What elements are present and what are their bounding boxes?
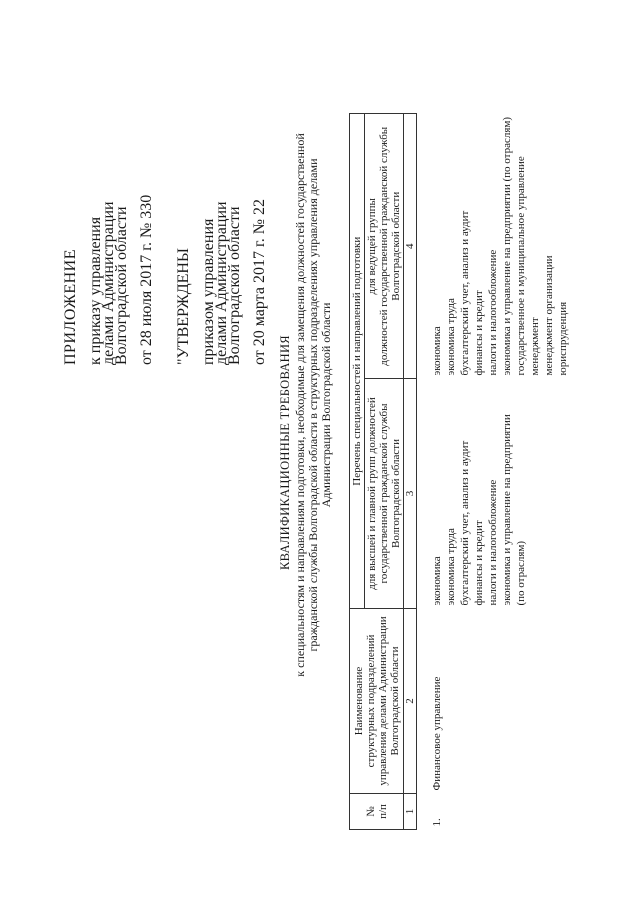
column-number-row bbox=[404, 114, 417, 830]
header-group-title: Перечень специальностей и направлений подготовки bbox=[350, 114, 365, 609]
row-unit-name: Финансовое управление bbox=[417, 609, 571, 794]
specialty-item: финансы и кредит bbox=[473, 520, 485, 606]
appendix-label: ПРИЛОЖЕНИЕ bbox=[62, 248, 79, 365]
specialty-item: юриспруденция bbox=[557, 301, 569, 376]
requirements-table bbox=[349, 113, 570, 830]
approved-line: приказом управления bbox=[200, 218, 217, 365]
specialty-item: экономика труда bbox=[445, 528, 457, 606]
specialty-item: налоги и налогообложение bbox=[487, 479, 499, 606]
subtitle-line: Администрации Волгоградской области bbox=[319, 302, 333, 508]
table-header-row bbox=[350, 114, 365, 830]
specialty-item: налоги и налогообложение bbox=[487, 249, 499, 376]
specialty-item: (по отраслям) bbox=[515, 540, 527, 606]
order-line: Волгоградской области bbox=[113, 206, 130, 365]
header-num: № п/п bbox=[350, 794, 404, 830]
specialty-item: менеджмент bbox=[529, 317, 541, 376]
column-number: 4 bbox=[404, 114, 417, 379]
specialty-item: государственное и муниципальное управление bbox=[515, 156, 527, 376]
order-line: к приказу управления bbox=[87, 216, 104, 365]
specialty-item: экономика и управление на предприятии bbox=[501, 414, 513, 606]
column-number: 3 bbox=[404, 379, 417, 609]
approved-label: "УТВЕРЖДЕНЫ bbox=[175, 248, 192, 365]
column-number: 1 bbox=[404, 794, 417, 830]
header-col3: для высшей и главной групп должностей государственной гражданской службы Волгоградской области bbox=[365, 379, 404, 609]
order-line: делами Администрации bbox=[100, 201, 117, 365]
specialty-item: экономика труда bbox=[445, 298, 457, 376]
specialty-item: бухгалтерский учет, анализ и аудит bbox=[459, 210, 471, 376]
specialty-item: экономика bbox=[431, 326, 443, 376]
approved-date: от 20 марта 2017 г. № 22 bbox=[251, 199, 268, 365]
specialty-item: бухгалтерский учет, анализ и аудит bbox=[459, 440, 471, 606]
specialty-item: экономика и управление на предприятии (по отраслям) bbox=[501, 116, 513, 376]
specialty-item: экономика bbox=[431, 556, 443, 606]
subtitle-line: гражданской службы Волгоградской области в структурных подразделениях управления делами bbox=[306, 158, 320, 652]
subtitle-line: к специальностям и направлениям подготовки, необходимые для замещения должностей государственной bbox=[293, 133, 307, 677]
approved-line: Волгоградской области bbox=[226, 206, 243, 365]
approved-line: делами Администрации bbox=[213, 201, 230, 365]
order-date: от 28 июля 2017 г. № 330 bbox=[138, 194, 155, 365]
header-col4: для ведущей группы должностей государственной гражданской службы Волгоградской области bbox=[365, 114, 404, 379]
specialty-item: менеджмент организации bbox=[543, 255, 555, 376]
header-name: Наименование структурных подразделений управления делами Администрации Волгоградской области bbox=[350, 609, 404, 794]
row-specialties-senior bbox=[417, 379, 571, 609]
row-specialties-leading bbox=[417, 114, 571, 379]
column-number: 2 bbox=[404, 609, 417, 794]
row-num: 1. bbox=[417, 794, 571, 830]
approval-block bbox=[62, 194, 268, 365]
specialty-item: финансы и кредит bbox=[473, 290, 485, 376]
document-subtitle bbox=[294, 105, 333, 705]
document-title: КВАЛИФИКАЦИОННЫЕ ТРЕБОВАНИЯ bbox=[278, 335, 292, 570]
table-row bbox=[417, 114, 571, 830]
